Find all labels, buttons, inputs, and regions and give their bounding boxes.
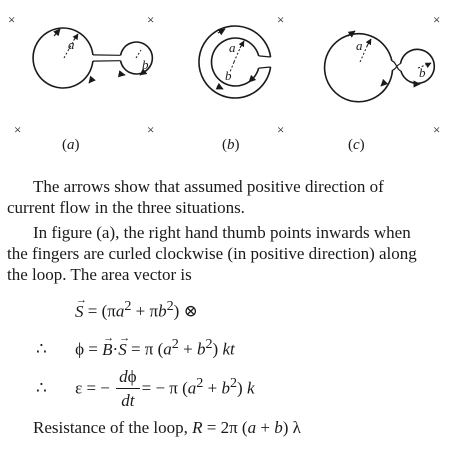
emf-equation: ∴ ε = − $\frac{d\phi}{dt}$ = − π $(a^2 + b^2)$ k <box>36 366 255 413</box>
paragraph-1-line-2: current flow in the three situations. <box>7 198 245 217</box>
caption-b: (b) <box>222 137 240 153</box>
radius-b-label: b <box>142 57 149 72</box>
loops-figure <box>0 0 474 165</box>
radius-a-label: a <box>229 40 236 55</box>
field-cross-mark: × <box>433 122 441 137</box>
field-cross-mark: × <box>277 12 285 27</box>
flux-derivative-fraction: $\frac{d\phi}{dt}$ <box>116 366 139 413</box>
flux-equation: ∴ ϕ = → B·→ S = π $(a^2 + b^2)$ kt <box>36 333 235 361</box>
therefore-symbol: ∴ <box>36 339 47 359</box>
field-cross-mark: × <box>147 12 155 27</box>
paragraph-2-line-1: In figure (a), the right hand thumb points inwards when <box>33 223 411 242</box>
caption-a: (a) <box>62 137 80 153</box>
paragraph-2-line-2: the fingers are curled clockwise (in positive direction) along <box>7 244 417 263</box>
radius-a-label: a <box>356 38 363 53</box>
radius-a-label: a <box>68 37 75 52</box>
area-vector-equation: → $S = (\pi a^2 + \pi b^2)$ ⊗ <box>75 295 198 323</box>
caption-c: (c) <box>348 137 365 153</box>
loop-a <box>33 28 152 88</box>
radius-b-label: b <box>225 68 232 83</box>
paragraph-2-line-3: the loop. The area vector is <box>7 265 192 284</box>
radius-b-label: b <box>419 65 426 80</box>
field-cross-mark: × <box>8 12 16 27</box>
loop-b <box>199 26 271 98</box>
field-cross-mark: × <box>14 122 22 137</box>
area-vector-symbol: → S <box>75 301 84 323</box>
resistance-line: Resistance of the loop, R = 2π (a + b) λ <box>33 418 301 437</box>
field-cross-mark: × <box>277 122 285 137</box>
loop-c <box>325 31 435 102</box>
paragraph-1-line-1: The arrows show that assumed positive direction of <box>33 177 384 196</box>
therefore-symbol: ∴ <box>36 378 47 398</box>
field-cross-mark: × <box>433 12 441 27</box>
field-cross-mark: × <box>147 122 155 137</box>
